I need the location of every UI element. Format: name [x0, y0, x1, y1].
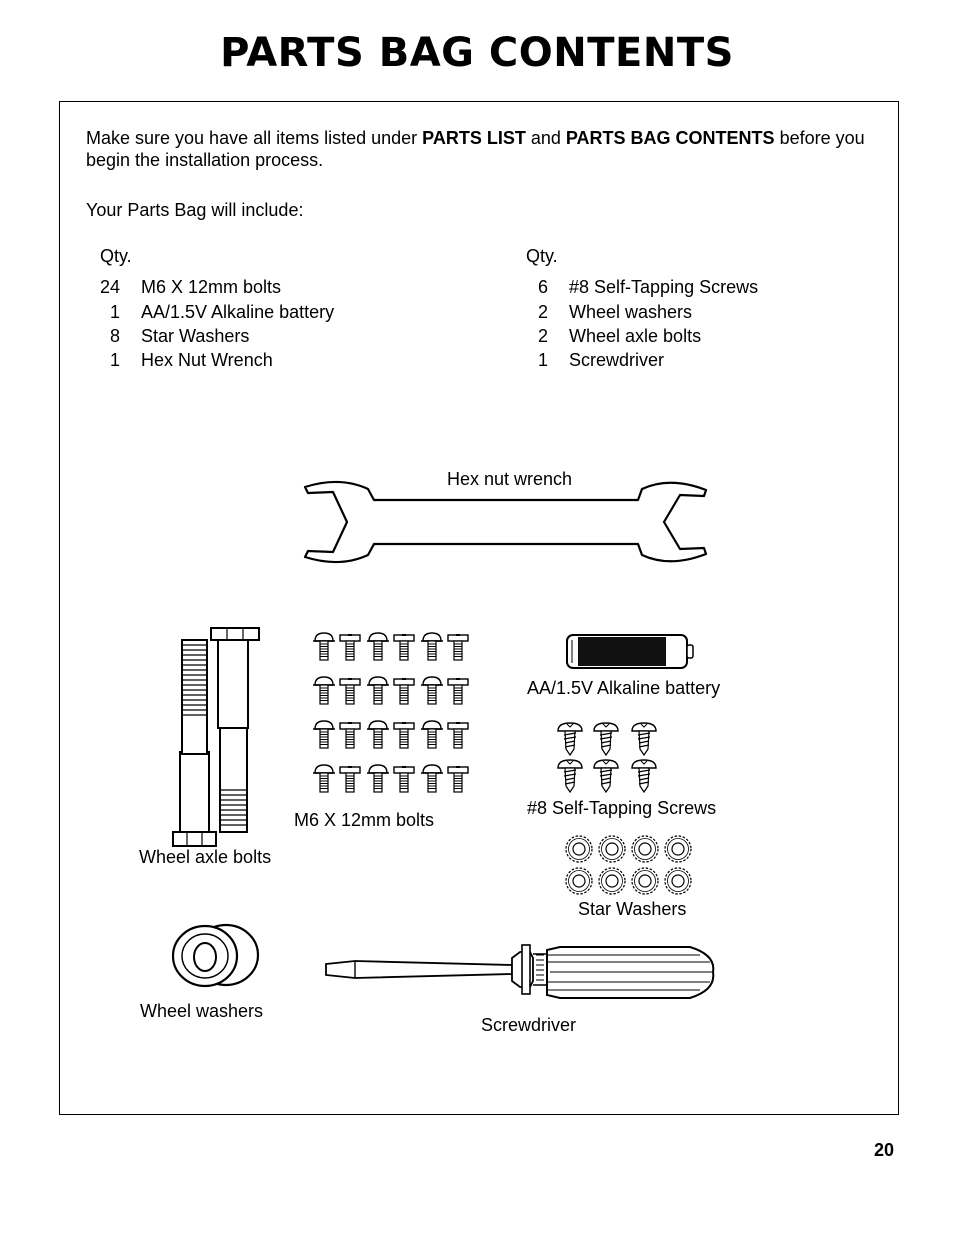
- right-item-qty: 1: [537, 350, 548, 370]
- screwdriver-label: Screwdriver: [481, 1015, 577, 1035]
- screws-label: #8 Self-Tapping Screws: [527, 798, 717, 818]
- bolt-icon: [313, 633, 468, 792]
- intro-bold-parts-list: PARTS LIST: [422, 128, 526, 148]
- wheel-washers-label: Wheel washers: [140, 1001, 264, 1021]
- axle-bolt-icon: [173, 628, 259, 846]
- right-item-qty: 2: [537, 326, 548, 346]
- washer-icon: [173, 925, 258, 986]
- left-item-name: M6 X 12mm bolts: [141, 277, 282, 297]
- left-item-qty: 1: [109, 302, 120, 322]
- right-item-name: Screwdriver: [569, 350, 665, 370]
- intro-text-2: and: [525, 128, 566, 148]
- star-washer-icon: [566, 836, 691, 894]
- battery-icon: [567, 635, 693, 668]
- bolts-label: M6 X 12mm bolts: [294, 810, 435, 830]
- intro-text-3: before you begin the installation process.: [86, 128, 865, 170]
- left-item-name: AA/1.5V Alkaline battery: [141, 302, 335, 322]
- left-item-name: Star Washers: [141, 326, 250, 346]
- left-item-qty: 1: [109, 350, 120, 370]
- right-item-name: Wheel washers: [569, 302, 693, 322]
- right-qty-header: Qty.: [526, 246, 558, 266]
- right-item-name: Wheel axle bolts: [569, 326, 702, 346]
- wrench-icon: [305, 482, 706, 562]
- left-item-qty: 8: [109, 326, 120, 346]
- bag-intro: Your Parts Bag will include:: [86, 200, 304, 220]
- left-qty-header: Qty.: [100, 246, 132, 266]
- left-item-qty: 24: [99, 277, 120, 297]
- left-item-name: Hex Nut Wrench: [141, 350, 273, 370]
- star-washers-label: Star Washers: [578, 899, 687, 919]
- page-number: 20: [874, 1140, 895, 1160]
- intro-bold-parts-bag: PARTS BAG CONTENTS: [565, 128, 775, 148]
- right-item-name: #8 Self-Tapping Screws: [569, 277, 759, 297]
- right-item-qty: 6: [537, 277, 548, 297]
- intro-text-1: Make sure you have all items listed under: [86, 128, 423, 148]
- battery-label: AA/1.5V Alkaline battery: [527, 678, 721, 698]
- page-title: PARTS BAG CONTENTS: [220, 30, 734, 76]
- screw-icon: [558, 723, 656, 792]
- right-item-qty: 2: [537, 302, 548, 322]
- wrench-label: Hex nut wrench: [447, 469, 573, 489]
- axle-bolts-label: Wheel axle bolts: [139, 847, 272, 867]
- screwdriver-icon: [326, 945, 713, 998]
